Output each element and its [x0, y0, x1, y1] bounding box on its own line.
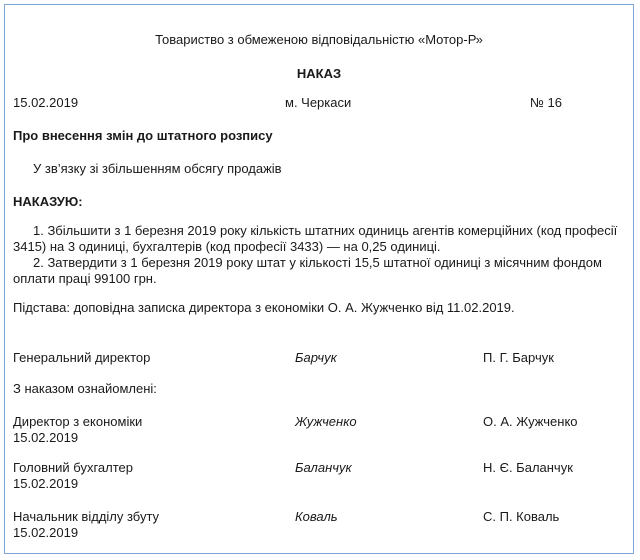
acquainted-position-3: Начальник відділу збуту — [13, 509, 160, 524]
acquainted-position-2: Головний бухгалтер — [13, 460, 133, 475]
order-reason: У зв’язку зі збільшенням обсягу продажів — [33, 161, 282, 176]
order-item-2: 2. Затвердити з 1 березня 2019 року штат у кількості 15,5 штатної одиниці з місячним фондом оплати праці 99100 грн. — [13, 255, 602, 286]
director-position: Генеральний директор — [13, 350, 151, 365]
document-title: НАКАЗ — [296, 66, 342, 81]
acquainted-date-1: 15.02.2019 — [13, 430, 79, 445]
company-name: Товариство з обмеженою відповідальністю «Мотор-Р» — [155, 32, 483, 47]
order-basis: Підстава: доповідна записка директора з економіки О. А. Жужченко від 11.02.2019. — [13, 300, 515, 315]
order-item-1: 1. Збільшити з 1 березня 2019 року кількість штатних одиниць агентів комерційних (код професії 3415) на 3 одиниці, бухгалтерів (код професії 3433) — на 0,25 одиниці. — [13, 223, 618, 254]
order-document — [4, 4, 634, 554]
order-subject: Про внесення змін до штатного розпису — [13, 128, 273, 143]
order-word: НАКАЗУЮ: — [13, 194, 83, 209]
order-date: 15.02.2019 — [13, 95, 79, 110]
director-name: П. Г. Барчук — [483, 350, 554, 365]
order-city: м. Черкаси — [285, 95, 352, 110]
acquainted-name-2: Н. Є. Баланчук — [483, 460, 573, 475]
order-number: № 16 — [530, 95, 563, 110]
acquainted-signature-2: Баланчук — [295, 460, 352, 475]
acquainted-date-2: 15.02.2019 — [13, 476, 79, 491]
acquainted-signature-3: Коваль — [295, 509, 338, 524]
acquainted-date-3: 15.02.2019 — [13, 525, 79, 540]
acquainted-name-3: С. П. Коваль — [483, 509, 560, 524]
acquainted-signature-1: Жужченко — [295, 414, 357, 429]
acquainted-name-1: О. А. Жужченко — [483, 414, 578, 429]
acquainted-position-1: Директор з економіки — [13, 414, 143, 429]
director-signature: Барчук — [295, 350, 337, 365]
acquainted-label: З наказом ознайомлені: — [13, 381, 157, 396]
